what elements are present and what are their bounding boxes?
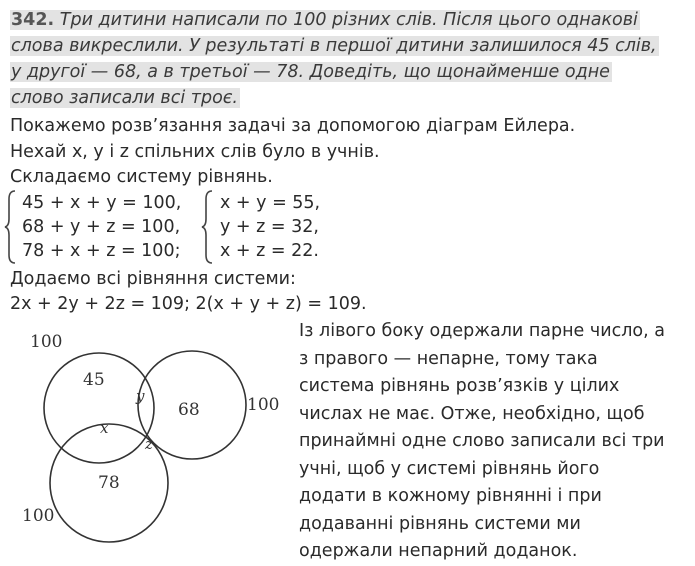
problem-line-3: у другої — 68, а в третьої — 78. Доведіть, що щонайменше одне (11, 62, 610, 82)
solution-add-heading: Додаємо всі рівняння системи: (10, 269, 296, 289)
problem-line-2: слова викреслили. У результаті в першої дитини залишилося 45 слів, (11, 36, 657, 56)
var-z: z (145, 435, 153, 453)
var-y: y (136, 387, 145, 405)
solution-sum-equation: 2x + 2y + 2z = 109; 2(x + y + z) = 109. (10, 294, 367, 314)
solution-system-heading: Складаємо систему рівнянь. (10, 167, 273, 187)
region-second-only: 68 (178, 400, 200, 420)
label-100-right: 100 (247, 395, 280, 415)
system-right: x + y = 55, y + z = 32, x + z = 22. (220, 193, 321, 261)
region-first-only: 45 (83, 370, 105, 390)
region-third-only: 78 (98, 473, 120, 493)
label-100-top: 100 (30, 332, 63, 352)
problem-line-4: слово записали всі троє. (11, 88, 238, 108)
right-system-brace-icon (200, 189, 214, 265)
solution-intro: Покажемо розв’язання задачі за допомогою діаграм Ейлера. (10, 116, 576, 136)
problem-line-1: 342. Три дитини написали по 100 різних слів. Після цього однакові (11, 10, 638, 30)
explanation-text: Із лівого боку одержали парне число, а з правого — непарне, тому така система рівнянь розв’язків у цілих числах не має. Отже, необхідно, щоб принаймні одне слово записали всі три учні, щоб у системі рівнянь його додати в кожному рівнянні і при додаванні рівнянь системи ми одержали непарний доданок. (299, 321, 665, 561)
label-100-bottom: 100 (22, 506, 55, 526)
var-x: x (100, 419, 109, 437)
solution-let: Нехай x, y і z спільних слів було в учнів. (10, 142, 380, 162)
left-brace-icon (3, 189, 17, 265)
problem-number: 342. (11, 10, 55, 30)
euler-diagram (0, 320, 300, 554)
system-left: 45 + x + y = 100, 68 + y + z = 100, 78 + x + z = 100; (22, 193, 182, 261)
problem-statement (10, 8, 690, 112)
